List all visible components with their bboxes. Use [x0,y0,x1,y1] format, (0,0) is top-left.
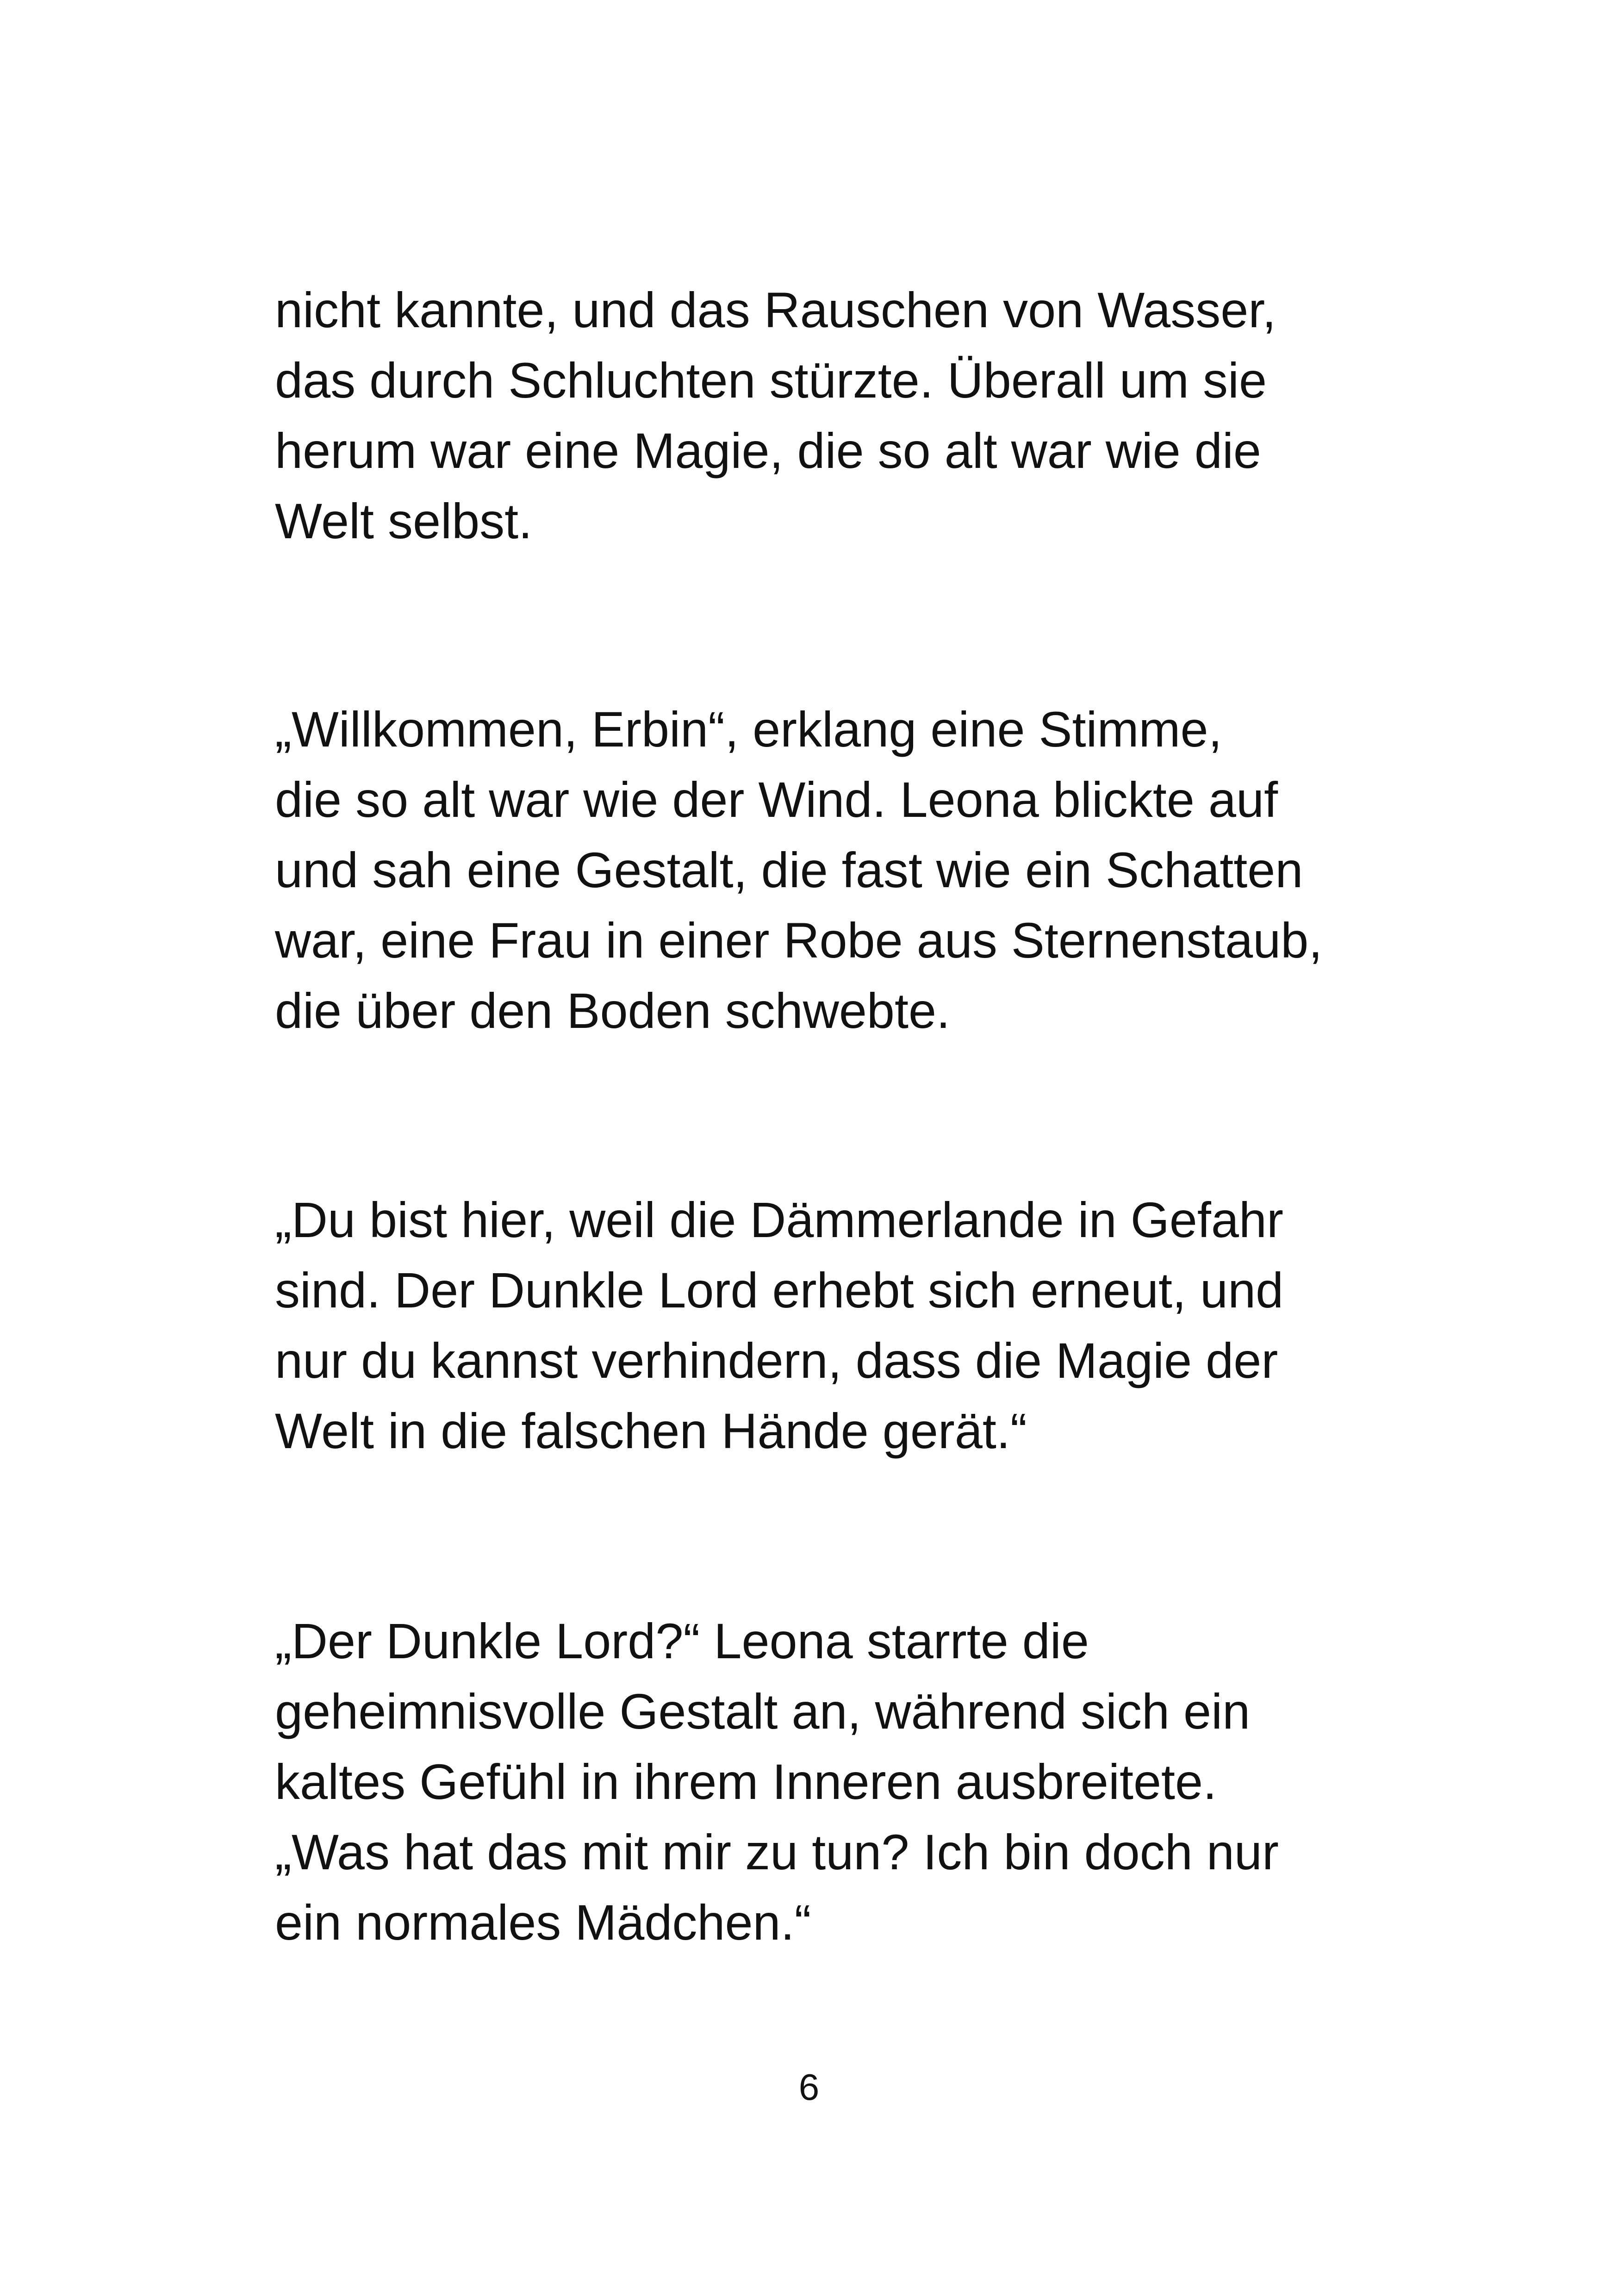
paragraph-line: die so alt war wie der Wind. Leona blickte auf [275,772,1278,828]
paragraph-line: „Was hat das mit mir zu tun? Ich bin doch nur [275,1824,1279,1880]
paragraph-line: das durch Schluchten stürzte. Überall um sie [275,352,1267,408]
paragraph-line: nur du kannst verhindern, dass die Magie der [275,1332,1278,1388]
paragraph-line: herum war eine Magie, die so alt war wie die [275,423,1261,479]
paragraph-2 [275,694,1386,1046]
paragraph-line: „Der Dunkle Lord?“ Leona starrte die [275,1613,1089,1669]
paragraph-1 [275,275,1386,556]
page-number: 6 [798,2066,820,2108]
paragraph-line: kaltes Gefühl in ihrem Inneren ausbreitete. [275,1754,1217,1810]
paragraph-3 [275,1185,1386,1466]
paragraph-line: „Willkommen, Erbin“, erklang eine Stimme, [275,701,1222,757]
paragraph-4 [275,1606,1386,1958]
paragraph-line: ein normales Mädchen.“ [275,1894,811,1950]
paragraph-line: Welt selbst. [275,493,533,549]
paragraph-line: nicht kannte, und das Rauschen von Wasser, [275,282,1276,338]
paragraph-line: die über den Boden schwebte. [275,983,951,1039]
paragraph-line: und sah eine Gestalt, die fast wie ein Schatten [275,842,1303,898]
paragraph-line: war, eine Frau in einer Robe aus Sternenstaub, [275,912,1323,968]
paragraph-line: sind. Der Dunkle Lord erhebt sich erneut, und [275,1262,1284,1318]
paragraph-line: „Du bist hier, weil die Dämmerlande in Gefahr [275,1192,1283,1248]
paragraph-line: geheimnisvolle Gestalt an, während sich ein [275,1683,1251,1739]
paragraph-line: Welt in die falschen Hände gerät.“ [275,1403,1027,1459]
